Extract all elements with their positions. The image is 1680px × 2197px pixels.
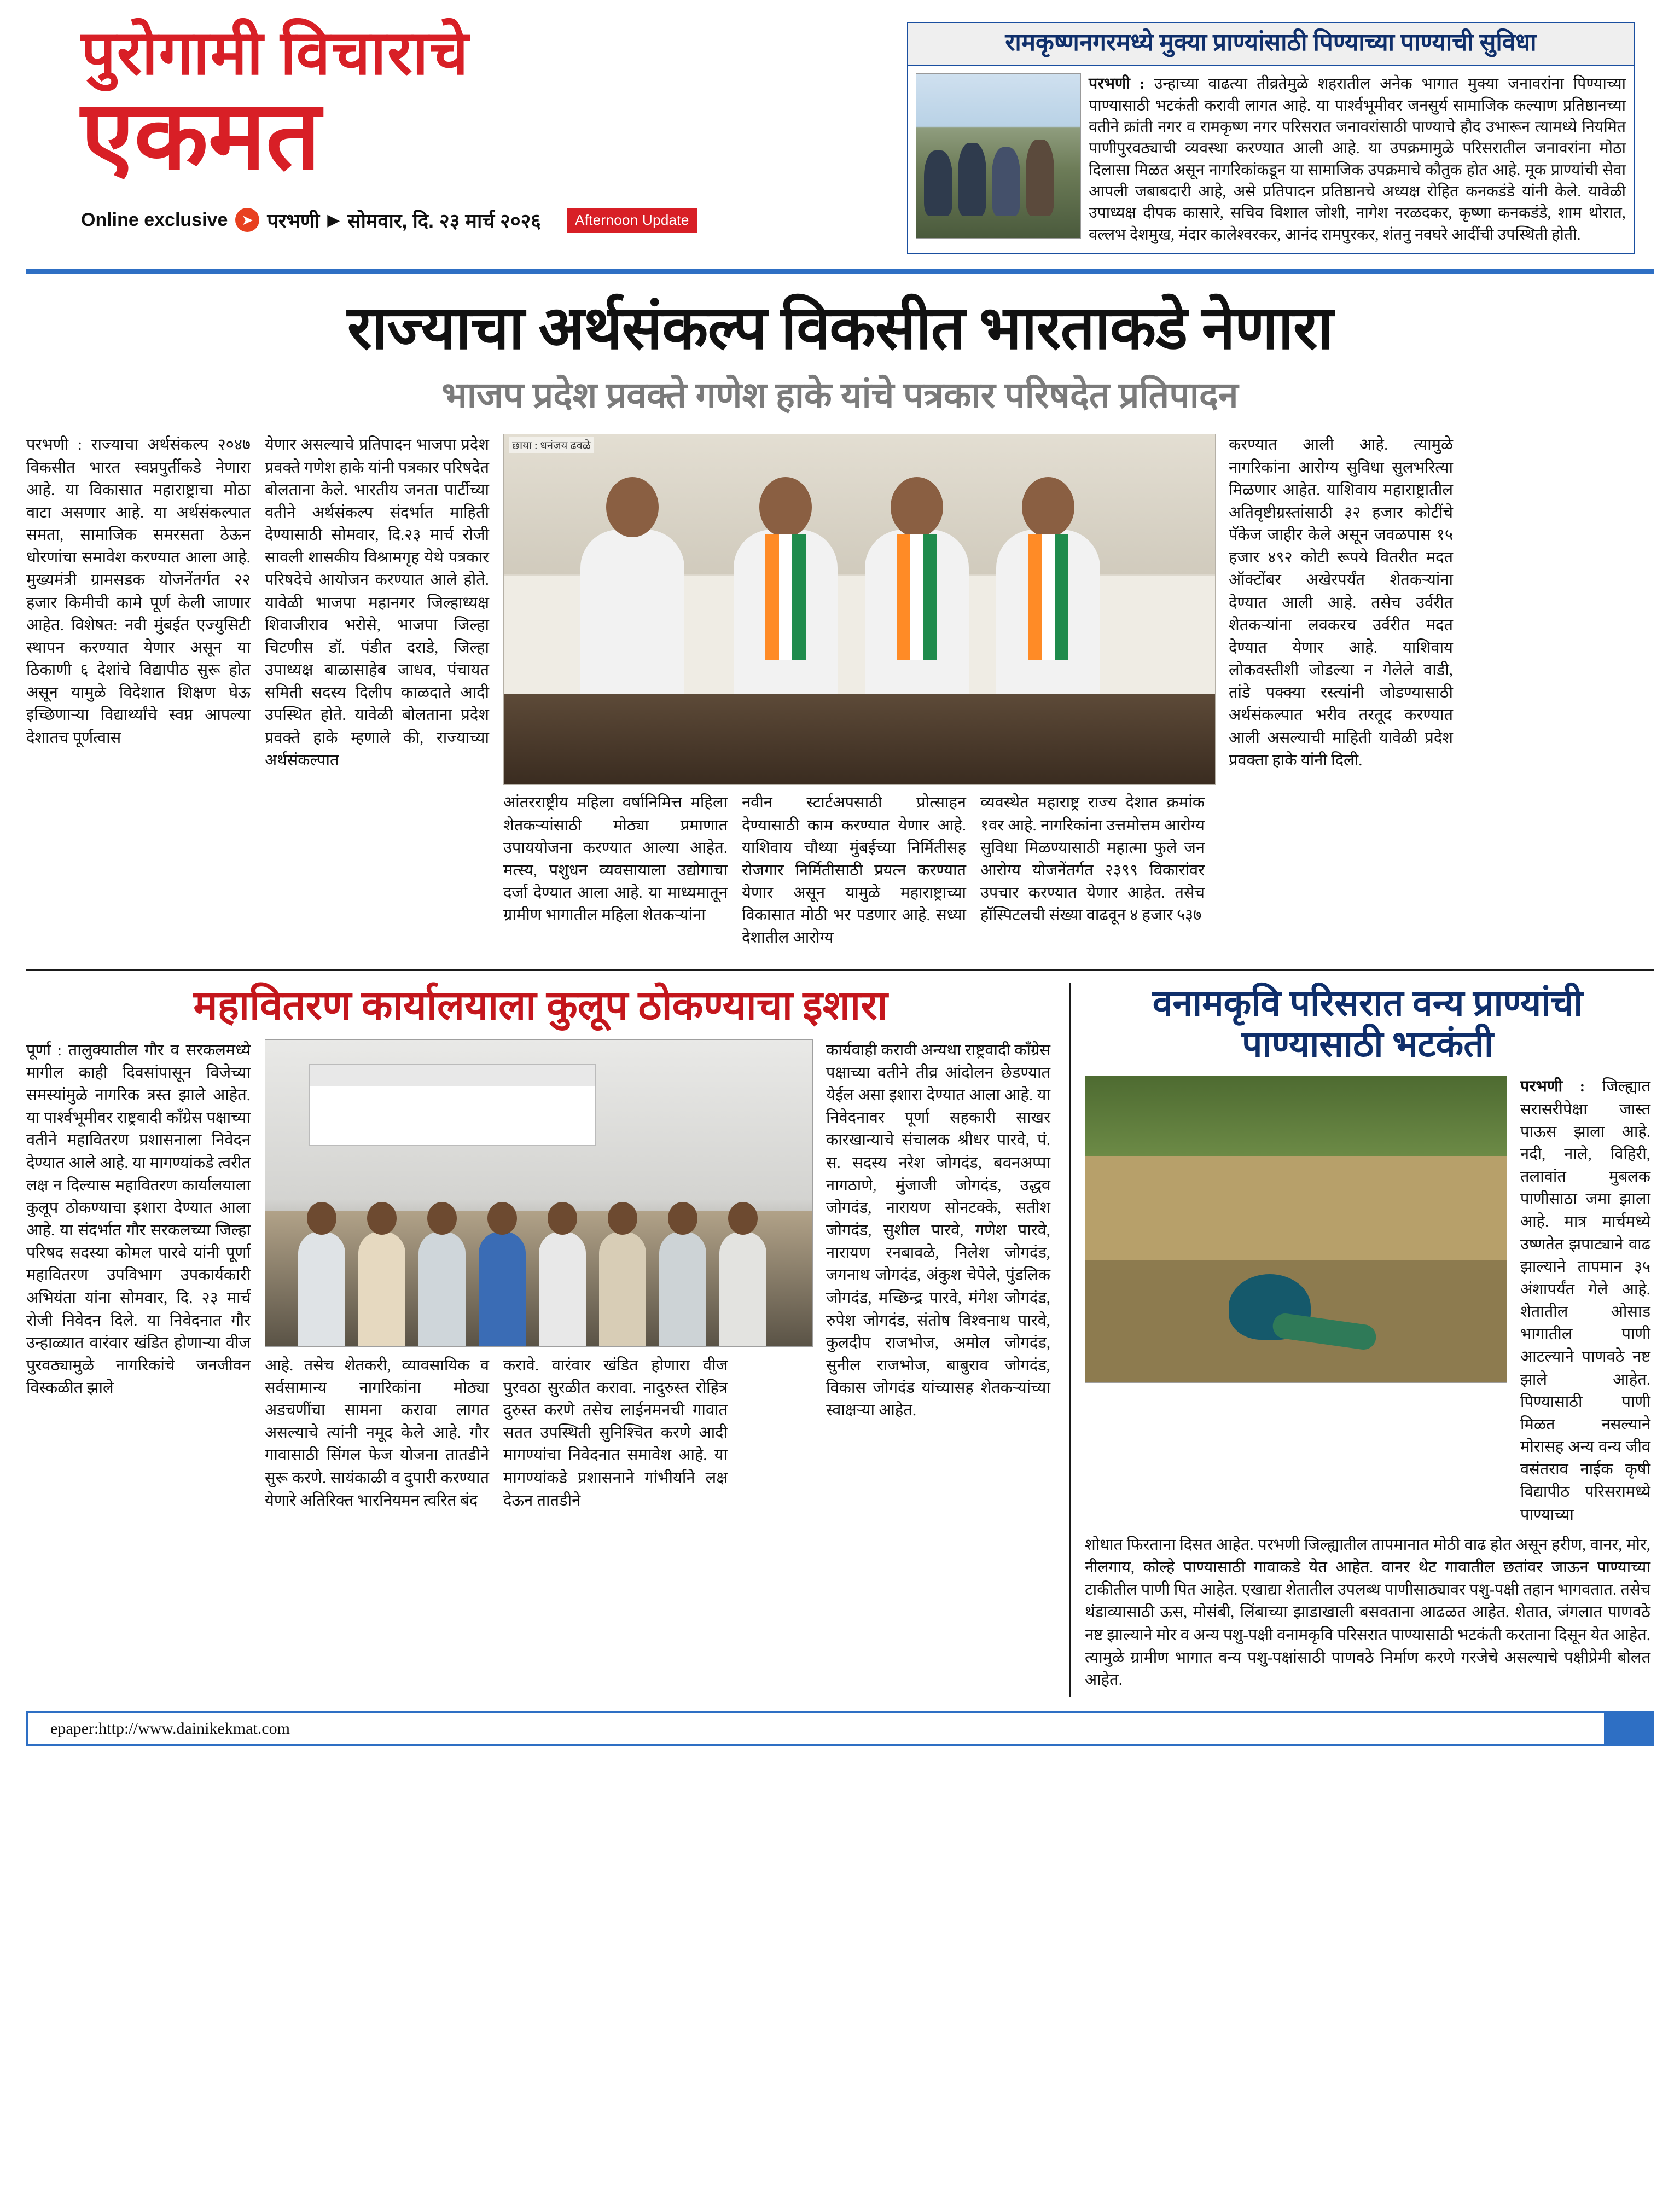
masthead-logo-block: [26, 22, 896, 234]
triangle-right-icon: ▶: [327, 211, 340, 229]
divider-vertical: [1069, 983, 1071, 1697]
divider-blue: [26, 269, 1654, 274]
footer-inner: [28, 1713, 1604, 1744]
peacock-field-photo: [1085, 1076, 1507, 1383]
divider-black: [26, 969, 1654, 971]
story3-headline: वनामकृवि परिसरात वन्य प्राण्यांची पाण्यासाठी भटकंती: [1152, 983, 1583, 1065]
lead-column-1: [26, 434, 251, 955]
story3-top-row: [1085, 1076, 1650, 1526]
story2-headline: महावितरण कार्यालयाला कुलूप ठोकण्याचा इशारा: [193, 983, 888, 1028]
lead-column-3: [503, 792, 728, 955]
top-right-story-box: [907, 22, 1635, 254]
lead-col2-text: येणार असल्याचे प्रतिपादन भाजपा प्रदेश प्रवक्ते गणेश हाके यांनी पत्रकार परिषदेत बोलताना केले. भारतीय जनता पार्टीच्या वतीने अर्थसंकल्प संदर्भात माहिती देण्यासाठी सोमवार, दि.२३ मार्च रोजी सावली शासकीय विश्रामगृह येथे पत्रकार परिषदेचे आयोजन करण्यात आले होते. यावेळी भाजपा महानगर जिल्हाध्यक्ष शिवाजीराव भरोसे, भाजपा जिल्हा चिटणीस डॉ. पंडीत दराडे, जिल्हा उपाध्यक्ष बाळासाहेब जाधव, पंचायत समिती सदस्य दिलीप काळदाते आदी उपस्थित होते. यावेळी बोलताना प्रदेश प्रवक्ते हाके म्हणाले की, राज्याच्या अर्थसंकल्पात: [265, 436, 489, 769]
lead-col1-text: परभणी : राज्याचा अर्थसंकल्प २०४७ विकसीत भारत स्वप्नपुर्तीकडे नेणारा आहे. या विकासात महाराष्ट्राचा मोठा वाटा असणार आहे. या अर्थसंकल्पात समता, सामाजिक समरसता ठेऊन धोरणांचा समावेश करण्यात आला आहे. मुख्यमंत्री ग्रामसडक योजनेंतर्गत २२ हजार किमीची कामे पूर्ण केली जाणार आहेत. विशेषत: नवी मुंबईत एज्युसिटी स्थापन करण्यात येणार असून या ठिकाणी ६ देशांचे विद्यापीठ सुरू होत असून यामुळे विदेशात शिक्षण घेऊ इच्छिणाऱ्या विद्यार्थ्यांचे स्वप्न आपल्या देशातच पूर्णत्वास: [26, 436, 251, 747]
epaper-link[interactable]: epaper:http://www.dainikekmat.com: [50, 1719, 290, 1738]
press-conference-photo: [503, 434, 1216, 785]
masthead-title: एकमत: [81, 83, 321, 190]
edition-city: परभणी: [267, 209, 320, 232]
lead-center-block: [503, 434, 1214, 955]
story3-block: [1085, 983, 1650, 1697]
photo-credit: छाया : धनंजय ढवळे: [509, 437, 594, 453]
lead-column-5: [980, 792, 1205, 955]
story2-center-block: [265, 1039, 812, 1518]
top-right-story-body: [908, 66, 1634, 253]
masthead-meta: [81, 207, 896, 234]
lead-photo-wrap: [503, 434, 1214, 785]
story3-dateline: परभणी :: [1520, 1078, 1585, 1096]
story3-column-2: [1085, 1534, 1650, 1692]
story2-col1-text: पूर्णा : तालुक्यातील गौर व सरकलमध्ये मागील काही दिवसांपासून विजेच्या समस्यांमुळे नागरिक त्रस्त झाले आहेत. या पार्श्वभूमीवर राष्ट्रवादी काँग्रेस पक्षाच्या वतीने महावितरण प्रशासनाला निवेदन देण्यात आले आहे. या मागण्यांकडे त्वरीत लक्ष न दिल्यास महावितरण कार्यालयाला कुलूप ठोकण्याचा इशारा देण्यात आला आहे. या संदर्भात गौर सरकलच्या जिल्हा परिषद सदस्या कोमल पारवे यांनी पूर्णा महावितरण उपविभाग उपकार्यकारी अभियंता यांना सोमवार, दि. २३ मार्च रोजी निवेदन दिले. या निवेदनात गौर उन्हाळ्यात वारंवार खंडित होणाऱ्या वीज पुरवठ्यामुळे नागरिकांचे जनजीवन विस्कळीत झाले: [26, 1041, 251, 1397]
lead-column-6: [1229, 434, 1453, 955]
masthead: [26, 0, 1654, 254]
story3-col2-text: शोधात फिरताना दिसत आहेत. परभणी जिल्ह्यातील तापमानात मोठी वाढ होत असून हरीण, वानर, मोर, नीलगाय, कोल्हे पाण्यासाठी गावाकडे येत आहेत. वानर थेट गावातील छतांवर जाऊन पाण्याच्या टाकीतील पाणी पित आहेत. एखाद्या शेतातील उपलब्ध पाणीसाठ्यावर पशु-पक्षी तहान भागवतात. तसेच थंडाव्यासाठी ऊस, मोसंबी, लिंबाच्या झाडाखाली बसवताना आढळत आहेत. शेतात, जंगलात पाणवठे नष्ट झाल्याने मोर व अन्य पशु-पक्षी वनामकृवि परिसरात पाण्यासाठी भटकंती करताना दिसून येत आहेत. त्यामुळे ग्रामीण भागात वन्य पशु-पक्षांसाठी पाणवठे निर्माण करणे गरजेचे असल्याचे पक्षीप्रेमी बोलत आहेत.: [1085, 1536, 1650, 1689]
story3-column-1: [1520, 1076, 1650, 1526]
top-right-story-headline-area: [908, 23, 1634, 66]
lead-col3-text: आंतरराष्ट्रीय महिला वर्षानिमित्त महिला शेतकऱ्यांसाठी मोठ्या प्रमाणात उपाययोजना करण्यात आल्या आहेत. मत्स्य, पशुधन व्यवसायाला उद्योगाचा दर्जा देण्यात आला आहे. या माध्यमातून ग्रामीण भागातील महिला शेतकऱ्यांना: [503, 794, 728, 925]
lead-col5-text: व्यवस्थेत महाराष्ट्र राज्य देशात क्रमांक १वर आहे. नागरिकांना उत्तमोत्तम आरोग्य सुविधा मिळण्यासाठी महात्मा फुले जन आरोग्य योजनेंतर्गत २३९९ विकारांवर उपचार करण्यात येणार आहेत. तसेच हॉस्पिटलची संख्या वाढवून ४ हजार ५३७: [980, 794, 1205, 925]
top-right-story-text: [1089, 73, 1626, 246]
footer: [26, 1711, 1654, 1750]
protest-memorandum-photo: [265, 1039, 813, 1347]
story2-column-3: [503, 1355, 728, 1518]
story2-center-columns: [265, 1355, 812, 1518]
top-right-story-headline: रामकृष्णनगरमध्ये मुक्या प्राण्यांसाठी पिण्याच्या पाण्याची सुविधा: [1005, 29, 1537, 56]
lead-story-body: [26, 434, 1654, 955]
story2-col4-text: कार्यवाही करावी अन्यथा राष्ट्रवादी काँग्रेस पक्षाच्या वतीने तीव्र आंदोलन छेडण्यात येईल असा इशारा देण्यात आला आहे. या निवेदनावर पूर्णा सहकारी साखर कारखान्याचे संचालक श्रीधर पारवे, पं. स. सदस्य नरेश जोगदंड, बवनअप्पा नागठाणे, मुंजाजी जोगदंड, उद्धव जोगदंड, नारायण सोनटक्के, सतीश जोगदंड, सुशील पारवे, गणेश पारवे, नारायण रनबावळे, निलेश जोगदंड, जगनाथ जोगदंड, अंकुश चेपेले, पुंडलिक जोगदंड, मच्छिन्द्र पारवे, मंगेश जोगदंड, रुपेश जोगदंड, संतोष विश्वनाथ पारवे, कुलदीप राजभोज, अमोल जोगदंड, सुनील राजभोज, बाबुराव जोगदंड, विकास जोगदंड यांच्यासह शेतकऱ्यांच्या स्वाक्षऱ्या आहेत.: [826, 1041, 1050, 1420]
story2-col3-text: करावे. वारंवार खंडित होणारा वीज पुरवठा सुरळीत करावा. नादुरुस्त रोहित्र दुरुस्त करणे तसेच लाईनमनची गावात सतत उपस्थिती सुनिश्चित करणे आदी मागण्यांचा निवेदनात समावेश आहे. या मागण्यांकडे प्रशासनाने गांभीर्याने लक्ष देऊन तातडीने: [503, 1356, 728, 1509]
arrow-right-icon: ➤: [235, 208, 259, 232]
lead-headline: राज्याचा अर्थसंकल्प विकसीत भारताकडे नेणारा: [347, 295, 1333, 362]
lead-column-2: [265, 434, 489, 955]
status-badge: Afternoon Update: [567, 208, 697, 233]
story2-body: [26, 1039, 1055, 1518]
lead-center-columns: [503, 792, 1214, 955]
top-right-dateline: परभणी :: [1089, 75, 1145, 93]
lead-subheadline: भाजप प्रदेश प्रवक्ते गणेश हाके यांचे पत्रकार परिषदेत प्रतिपादन: [441, 376, 1239, 416]
masthead-tagline: पुरोगामी विचाराचे: [81, 20, 469, 88]
water-facility-photo: [916, 73, 1081, 239]
story2-column-4: [826, 1039, 1050, 1518]
online-exclusive-label: Online exclusive: [81, 209, 228, 230]
story2-column-2: [265, 1355, 489, 1518]
lower-section: [26, 983, 1654, 1697]
story2-col2-text: आहे. तसेच शेतकरी, व्यावसायिक व सर्वसामान्य नागरिकांना मोठ्या अडचणींचा सामना करावा लागत असल्याचे त्यांनी नमूद केले आहे. गौर गावासाठी सिंगल फेज योजना तातडीने सुरू करणे. सायंकाळी व दुपारी करण्यात येणारे अतिरिक्त भारनियमन त्वरित बंद: [265, 1356, 489, 1509]
lead-col4-text: नवीन स्टार्टअपसाठी प्रोत्साहन देण्यासाठी काम करण्यात येणार आहे. याशिवाय चौथ्या मुंबईच्या निर्मितीसह रोजगार निर्मितीसाठी प्रयत्न करण्यात येणार असून यामुळे महाराष्ट्राच्या विकासात मोठी भर पडणार आहे. सध्या देशातील आरोग्य: [742, 794, 966, 947]
lead-column-4: [742, 792, 966, 955]
lead-col6-text: करण्यात आली आहे. त्यामुळे नागरिकांना आरोग्य सुविधा सुलभरित्या मिळणार आहेत. याशिवाय महाराष्ट्रातील अतिवृष्टीग्रस्तांसाठी ३२ हजार कोटींचे पॅकेज जाहीर केले असून जवळपास १५ हजार ४९२ कोटी रूपये वितरीत मदत ऑक्टोंबर अखेरपर्यंत शेतकऱ्यांना देण्यात आली आहे. तसेच उर्वरीत शेतकऱ्यांना लवकरच उर्वरीत मदत देण्यात येणार आहे. याशिवाय लोकवस्तीशी जोडल्या न गेलेले वाडी, तांडे पक्क्या रस्त्यांनी जोडण्यासाठी अर्थसंकल्पात भरीव तरतूद करण्यात आली असल्याची माहिती यावेळी प्रदेश प्रवक्ता हाके यांनी दिली.: [1229, 436, 1453, 769]
edition-date: सोमवार, दि. २३ मार्च २०२६: [347, 209, 542, 232]
top-right-body-text: उन्हाच्या वाढत्या तीव्रतेमुळे शहरातील अनेक भागात मुक्या जनावरांना पिण्याच्या पाण्यासाठी भटकंती करावी लागत आहे. या पार्श्वभूमीवर जनसुर्य सामाजिक कल्याण प्रतिष्ठानच्या वतीने क्रांती नगर व रामकृष्ण नगर परिसरात जनावरांसाठी पाण्याचे हौद उभारून त्यामध्ये नियमित पाणीपुरवठ्याची व्यवस्था करण्यात आली आहे. या उपक्रमामुळे परिसरातील जनावरांना मोठा दिलासा मिळत असून नागरिकांकडून या सामाजिक उपक्रमाचे कौतुक होत आहे. मूक प्राण्यांची सेवा आपली जबाबदारी आहे, असे प्रतिपादन प्रतिष्ठानचे अध्यक्ष रोहित कनकडंडे यांनी केले. यावेळी उपाध्यक्ष दीपक कासारे, सचिव विशाल जोशी, नागेश नरळदकर, कृष्णा कनकडंडे, शाम थोरात, वल्लभ देशमुख, मंदार कालेश्वरकर, आनंद रामपुरकर, शंतनु नवघरे आदींची उपस्थिती होती.: [1089, 75, 1626, 243]
story3-col1-text: जिल्ह्यात सरासरीपेक्षा जास्त पाऊस झाला आहे. नदी, नाले, विहिरी, तलावांत मुबलक पाणीसाठा जमा झाला आहे. मात्र मार्चमध्ये उष्णतेत झपाट्याने वाढ झाल्याने तापमान ३५ अंशापर्यंत गेले आहे. शेतातील ओसाड भागातील पाणी आटल्याने पाणवठे नष्ट झाले आहेत. पिण्यासाठी पाणी मिळत नसल्याने मोरासह अन्य वन्य जीव वसंतराव नाईक कृषी विद्यापीठ परिसरामध्ये पाण्याच्या: [1520, 1078, 1651, 1524]
story2-column-1: [26, 1039, 251, 1518]
story2-block: [26, 983, 1055, 1697]
